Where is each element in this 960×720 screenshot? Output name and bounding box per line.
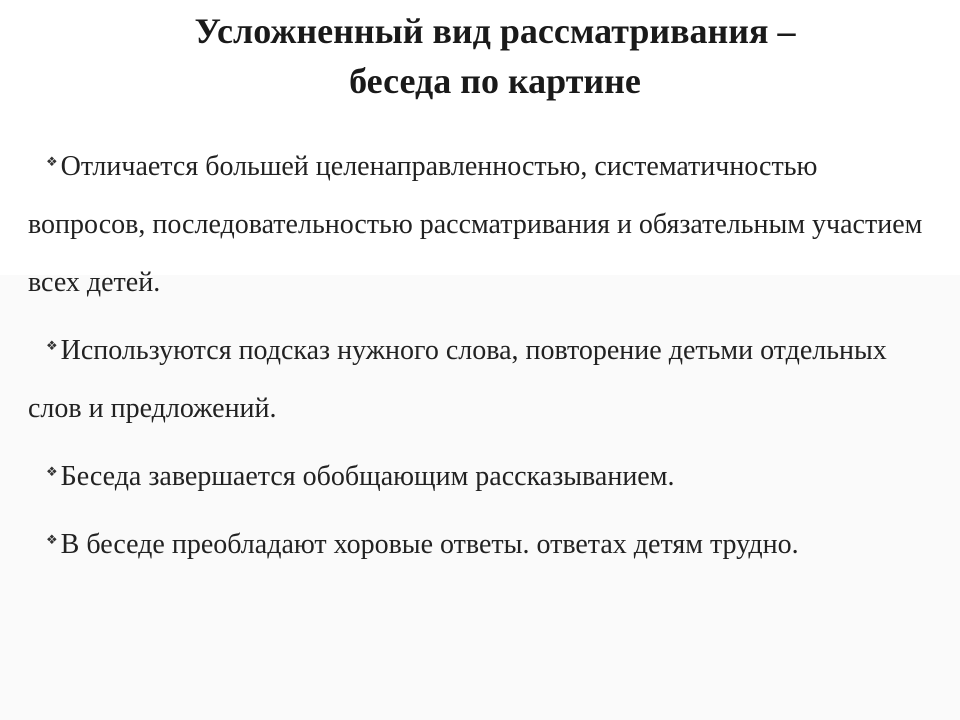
slide-title-line-1: Усложненный вид рассматривания – [194,11,796,51]
bullet-text: Используются подсказ нужного слова, повторение детьми отдельных слов и предложений. [28,335,887,424]
slide-title-line-2: беседа по картине [349,61,641,101]
slide-title [60,6,930,106]
bullet-item [28,516,933,574]
bullet-item [28,322,933,438]
bullet-item [28,448,933,506]
bullet-text: В беседе преобладают хоровые ответы. ответах детям трудно. [60,529,799,560]
diamond-flower-bullet-icon: ❖ [46,532,58,547]
diamond-flower-bullet-icon: ❖ [46,464,58,479]
diamond-flower-bullet-icon: ❖ [46,154,58,169]
bullet-text: Беседа завершается обобщающим рассказыванием. [60,461,675,492]
bullet-list [28,138,933,584]
diamond-flower-bullet-icon: ❖ [46,338,58,353]
bullet-text: Отличается большей целенаправленностью, систематичностью вопросов, последовательностью рассматривания и обязательным участием всех детей. [28,151,923,298]
bullet-item [28,138,933,312]
